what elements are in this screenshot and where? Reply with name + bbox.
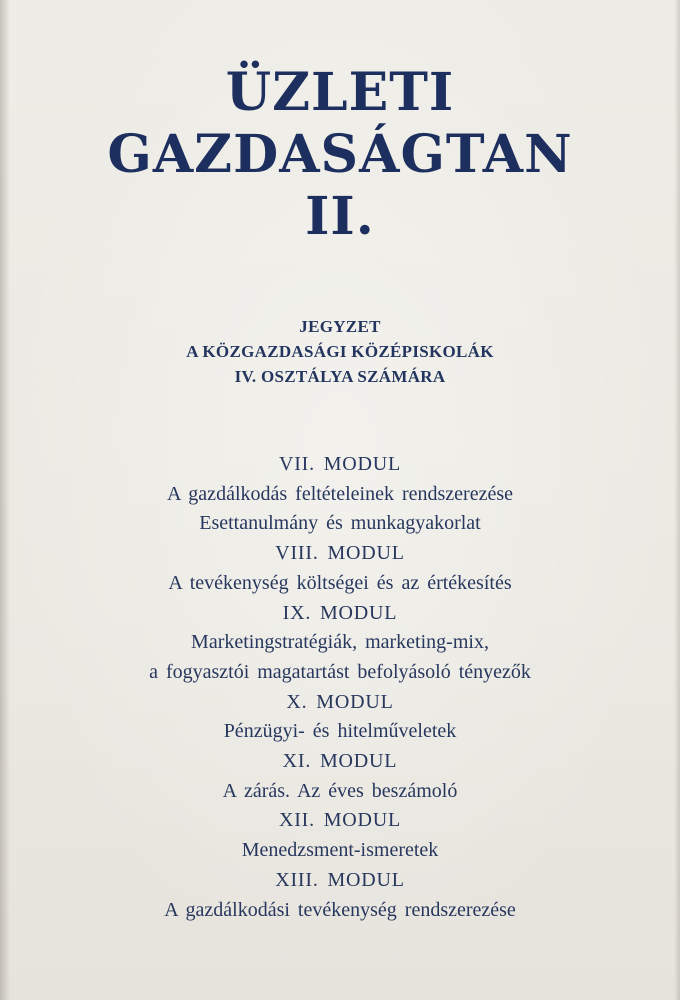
module-heading: X. MODUL (286, 690, 394, 713)
module-topic: Menedzsment-ismeretek (241, 839, 439, 862)
module-topic: A tevékenység költségei és az értékesítés (168, 571, 512, 594)
subtitle-line-1: JEGYZET (299, 317, 381, 336)
book-title (0, 62, 680, 248)
module-topic: Esettanulmány és munkagyakorlat (199, 512, 481, 535)
module-heading: IX. MODUL (282, 601, 398, 624)
module-topic: A gazdálkodási tevékenység rendszerezése (164, 898, 516, 921)
title-line-1: ÜZLETI (225, 62, 455, 123)
module-heading: VII. MODUL (278, 453, 402, 475)
module-heading: XI. MODUL (282, 750, 398, 773)
module-topic: Marketingstratégiák, marketing-mix, (191, 631, 489, 654)
module-heading: XIII. MODUL (275, 868, 405, 891)
subtitle-line-3: IV. OSZTÁLYA SZÁMÁRA (234, 367, 446, 386)
module-topic: A zárás. Az éves beszámoló (222, 779, 458, 802)
module-heading: VIII. MODUL (275, 542, 405, 565)
module-topic: A gazdálkodás feltételeinek rendszerezése (166, 482, 514, 505)
module-heading: XII. MODUL (278, 809, 402, 832)
title-line-3: II. (305, 186, 375, 247)
module-topic: Pénzügyi- és hitelműveletek (223, 720, 457, 743)
book-subtitle (0, 314, 680, 389)
module-contents-list (0, 450, 680, 925)
subtitle-line-2: A KÖZGAZDASÁGI KÖZÉPISKOLÁK (186, 342, 494, 361)
title-line-2: GAZDASÁGTAN (107, 124, 573, 185)
module-topic: a fogyasztói magatartást befolyásoló tényezők (149, 660, 531, 683)
